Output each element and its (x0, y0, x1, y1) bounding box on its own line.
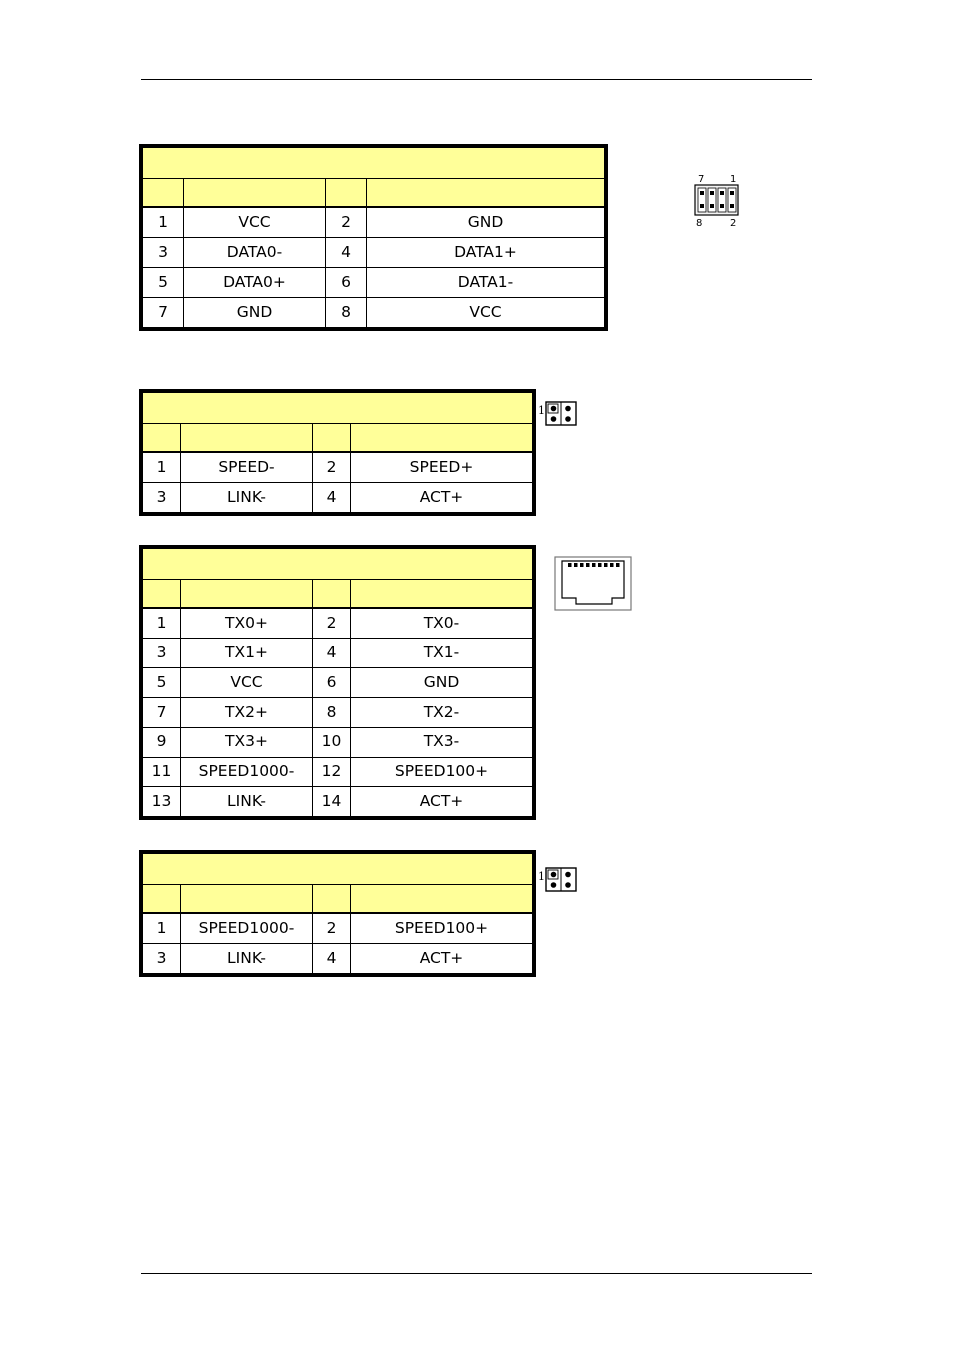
port-opening (562, 561, 624, 604)
pin-number: 3 (143, 483, 180, 512)
signal-name: TX2+ (181, 698, 312, 727)
signal-name: ACT+ (351, 787, 532, 816)
signal-header (181, 885, 312, 913)
pin-number: 13 (143, 787, 180, 816)
table-row (143, 758, 532, 787)
pin-header (313, 424, 350, 452)
table-row (143, 639, 532, 668)
table-row (143, 914, 532, 943)
pin-number: 8 (326, 298, 366, 327)
usb-header-pin-table (139, 144, 608, 331)
table-title-cell (143, 549, 532, 579)
pin-number: 14 (313, 787, 350, 816)
signal-name: GND (351, 668, 532, 697)
signal-name: TX1- (351, 639, 532, 668)
signal-header (184, 179, 325, 207)
led-jumper-diagram (536, 865, 580, 895)
table-title-cell (143, 854, 532, 884)
pin-number: 3 (143, 238, 183, 267)
signal-name: LINK- (181, 944, 312, 973)
pin-number: 9 (143, 728, 180, 757)
rj45-port-diagram (554, 556, 634, 612)
signal-header (181, 580, 312, 608)
pin-number: 6 (313, 668, 350, 697)
table-row (143, 787, 532, 816)
pin-number: 6 (326, 268, 366, 297)
header-rule (141, 79, 812, 80)
pin-number: 4 (313, 639, 350, 668)
footer-rule (141, 1273, 812, 1274)
pin-number: 2 (326, 208, 366, 237)
signal-header (351, 885, 532, 913)
led-jumper-diagram (536, 399, 580, 429)
pin-number: 4 (313, 944, 350, 973)
pin-number: 1 (143, 914, 180, 943)
pin-number: 8 (313, 698, 350, 727)
signal-name: TX0- (351, 609, 532, 638)
pin-header (143, 580, 180, 608)
pin-number: 4 (313, 483, 350, 512)
table-title-cell (143, 393, 532, 423)
pin-number: 3 (143, 944, 180, 973)
signal-name: TX0+ (181, 609, 312, 638)
signal-name: SPEED1000- (181, 758, 312, 787)
pin-header (313, 580, 350, 608)
pin-header (313, 885, 350, 913)
signal-name: DATA1- (367, 268, 604, 297)
signal-name: DATA0+ (184, 268, 325, 297)
pin-number: 2 (313, 914, 350, 943)
pin-header (143, 885, 180, 913)
table-row (143, 944, 532, 973)
pin-number: 1 (143, 453, 180, 482)
signal-name: SPEED1000- (181, 914, 312, 943)
signal-name: VCC (181, 668, 312, 697)
table-row (143, 668, 532, 697)
led-header-pin-table (139, 389, 536, 516)
pin-label: 1 (538, 404, 545, 417)
pin-label: 2 (730, 218, 737, 229)
table-row (143, 298, 604, 327)
signal-name: SPEED100+ (351, 914, 532, 943)
signal-name: SPEED- (181, 453, 312, 482)
signal-name: GND (367, 208, 604, 237)
signal-name: LINK- (181, 787, 312, 816)
signal-name: DATA1+ (367, 238, 604, 267)
signal-name: TX3- (351, 728, 532, 757)
signal-name: TX1+ (181, 639, 312, 668)
pin-number: 2 (313, 453, 350, 482)
pin-number: 7 (143, 298, 183, 327)
signal-header (367, 179, 604, 207)
pin-label: 8 (696, 218, 703, 229)
rj45-pin-table (139, 545, 536, 820)
signal-name: LINK- (181, 483, 312, 512)
pin-header (143, 179, 183, 207)
signal-header (351, 424, 532, 452)
signal-name: DATA0- (184, 238, 325, 267)
signal-name: GND (184, 298, 325, 327)
signal-header (181, 424, 312, 452)
signal-name: ACT+ (351, 483, 532, 512)
table-row (143, 698, 532, 727)
usb-header-pin-diagram (690, 170, 745, 232)
signal-name: ACT+ (351, 944, 532, 973)
led-header-2-pin-table (139, 850, 536, 977)
pin-number: 10 (313, 728, 350, 757)
table-row (143, 268, 604, 297)
table-row (143, 609, 532, 638)
table-row (143, 728, 532, 757)
signal-name: SPEED100+ (351, 758, 532, 787)
pin-number: 2 (313, 609, 350, 638)
signal-header (351, 580, 532, 608)
pin-number: 11 (143, 758, 180, 787)
signal-name: VCC (367, 298, 604, 327)
signal-name: VCC (184, 208, 325, 237)
table-row (143, 453, 532, 482)
pin-number: 1 (143, 609, 180, 638)
pin-number: 5 (143, 268, 183, 297)
pin-number: 5 (143, 668, 180, 697)
pin-number: 4 (326, 238, 366, 267)
table-title-cell (143, 148, 604, 178)
pin-header (143, 424, 180, 452)
pin-number: 12 (313, 758, 350, 787)
table-row (143, 238, 604, 267)
table-row (143, 483, 532, 512)
pin-label: 1 (538, 870, 545, 883)
signal-name: TX2- (351, 698, 532, 727)
signal-name: SPEED+ (351, 453, 532, 482)
pin-header (326, 179, 366, 207)
pin-number: 3 (143, 639, 180, 668)
signal-name: TX3+ (181, 728, 312, 757)
pin-label: 1 (730, 174, 737, 185)
pin-number: 7 (143, 698, 180, 727)
pin-number: 1 (143, 208, 183, 237)
table-row (143, 208, 604, 237)
pin-label: 7 (698, 174, 705, 185)
